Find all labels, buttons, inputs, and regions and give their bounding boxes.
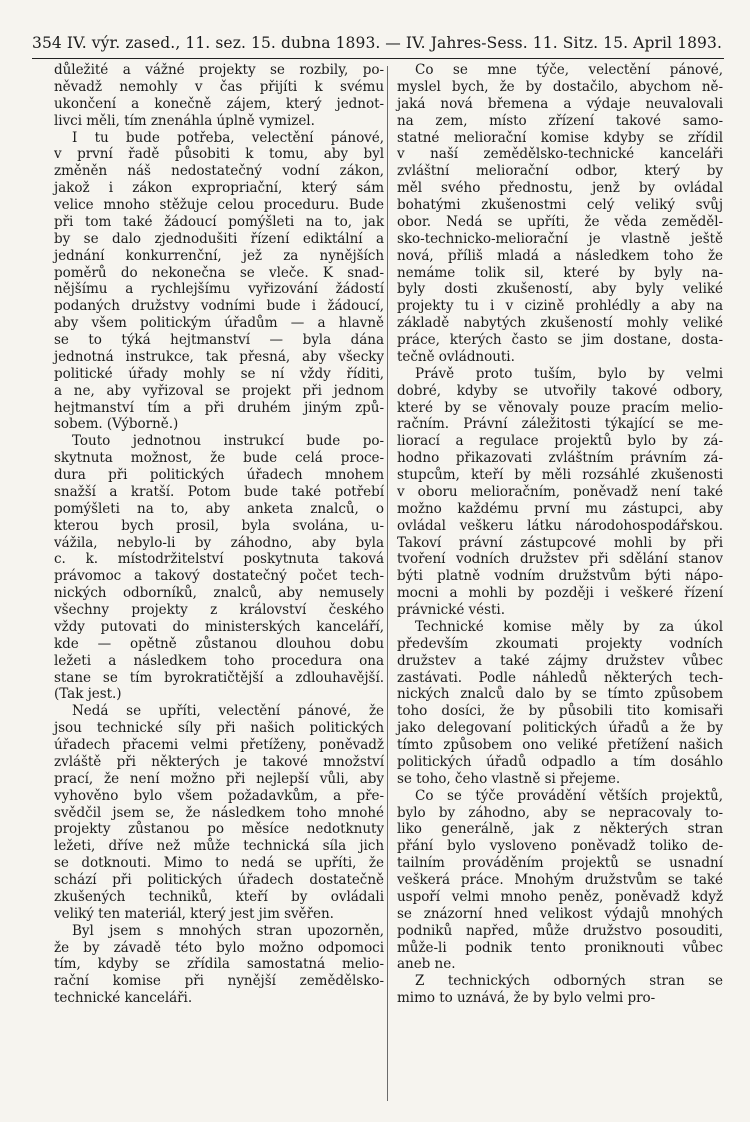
right-column-line: bylo by záhodno, aby se nepracovaly to- <box>397 804 723 821</box>
right-column-line: toho dosíci, že by působili tito komisaři <box>397 703 723 720</box>
right-column-line: uspoří velmi mnoho peněz, poněvadž když <box>397 888 723 905</box>
left-column-line: schází při politických úřadech dostatečně <box>54 872 384 888</box>
right-column-line: přání bylo vysloveno poněvadž toliko de- <box>397 838 723 855</box>
left-column-line: (Tak jest.) <box>54 686 122 703</box>
left-column-line: nických odborníků, znalců, aby nemusely <box>54 585 384 602</box>
right-column-line: mocni a mohli by později i veškeré řízení <box>397 585 723 602</box>
left-column-line: něvadž nemohly v čas přijíti k svému <box>54 78 384 95</box>
left-column-line: zvláště při některých je takové množství <box>54 753 384 770</box>
right-column-line: měl svého přednostu, jenž by ovládal <box>397 180 723 197</box>
right-column-line: v oboru melioračním, poněvadž není také <box>397 483 723 500</box>
right-column-line: statné meliorační komise kdyby se zřídil <box>397 129 723 146</box>
right-column-line: podniků napřed, může družstvo posouditi, <box>397 922 723 939</box>
left-column-line: projekty zůstanou po měsíce nedotknuty <box>54 821 384 838</box>
left-column-line: všechny projekty z království českého <box>54 602 384 618</box>
right-column-line: býti platně vodním družstvům býti nápo- <box>397 568 723 585</box>
left-column-line: stane se tím byrokratičtější a zdlouhavější. <box>54 669 384 686</box>
header-left: 354 IV. výr. zased., 11. sez. 15. dubna 1893. <box>32 34 381 52</box>
left-column-line: vážila, nebylo-li by záhodno, aby byla <box>54 534 384 551</box>
right-column-line: práce, kterých často se jim dostane, dosta- <box>397 332 723 348</box>
left-column-line: svědčil jsem se, že následkem toho mnohé <box>54 804 384 821</box>
left-column-line: aby všem politickým úřadům — a hlavně <box>54 315 384 332</box>
left-column-line: livci měli, tím znenáhla úplně vymizel. <box>54 112 315 129</box>
right-column <box>397 62 723 1007</box>
left-column-line: tím, kdyby se zřídila samostatná melio- <box>54 956 384 973</box>
left-column-line: dura při politických úřadech mnohem <box>54 467 384 483</box>
left-column-line: veliký ten materiál, který jest jim svěřen. <box>54 905 334 922</box>
right-column-line: liko generálně, jak z některých stran <box>397 821 723 838</box>
right-column-line: může-li podnik tento proniknouti vůbec <box>397 939 723 956</box>
left-column-line: úřadech přacemi velmi přetíženy, poněvadž <box>54 737 384 753</box>
right-column-line: mimo to uznává, že by bylo velmi pro- <box>397 990 656 1007</box>
right-column-line: obor. Nedá se upříti, že věda zeměděl- <box>397 213 723 230</box>
left-column-line: vždy putovati do ministerských kanceláří, <box>54 618 384 635</box>
right-column-line: družstev a také zájmy družstev vůbec <box>397 652 723 669</box>
left-column-line: I tu bude potřeba, velectění pánové, <box>72 129 384 146</box>
left-column-line: poměrů do nekonečna se vleče. K snad- <box>54 264 384 281</box>
right-column-line: Co se týče provádění větších projektů, <box>415 787 723 804</box>
left-column-line: jsou technické síly při našich politických <box>54 720 384 737</box>
left-column-line: a ne, aby vyřizoval se projekt při jednom <box>54 382 384 399</box>
right-column-line: dobré, kdyby se utvořily takové odbory, <box>397 382 723 399</box>
right-column-line: na zem, místo zřízení takové samo- <box>397 112 723 129</box>
left-column-line: c. k. místodržitelství poskytnuta taková <box>54 551 384 568</box>
right-column-line: tailním prováděním projektů se usnadní <box>397 855 723 872</box>
right-column-line: právnické vésti. <box>397 602 505 618</box>
right-column-line: veškerá práce. Mnohým družstvům se také <box>397 872 723 888</box>
left-column-line: politické úřady mohly se ní vždy říditi, <box>54 365 384 382</box>
right-column-line: Z technických odborných stran se <box>415 973 723 990</box>
left-column-line: snažší a kratší. Potom bude také potřebí <box>54 483 384 500</box>
left-column-line: v první řadě působiti k tomu, aby byl <box>54 146 384 163</box>
left-column-line: rační komise při nynější zemědělsko- <box>54 973 384 990</box>
left-column-line: při tom také žádoucí pomýšleti na to, jak <box>54 213 384 230</box>
left-column <box>54 62 384 1007</box>
right-column-line: Právě proto tuším, bylo by velmi <box>415 365 723 382</box>
left-column-line: kde — opětně zůstanou dlouhou dobu <box>54 635 384 652</box>
right-column-line: zastávati. Podle náhledů některých tech- <box>397 669 723 686</box>
right-column-line: račním. Právní záležitosti týkající se me- <box>397 416 723 433</box>
left-column-line: skytnuta možnost, že bude celá proce- <box>54 450 384 467</box>
left-column-line: že by závadě této bylo možno odpomoci <box>54 939 384 956</box>
right-column-line: základě nabytých zkušeností mohly veliké <box>397 315 723 332</box>
column-divider <box>387 66 388 1101</box>
right-column-line: nemáme tolik sil, které by byly na- <box>397 264 723 281</box>
left-column-line: pomýšleti na to, aby anketa znalců, o <box>54 500 384 517</box>
right-column-line: ovládal veškeru látku národohospodářskou. <box>397 517 723 534</box>
left-column-line: kterou bych prosil, byla svolána, u- <box>54 517 384 534</box>
left-column-line: sobem. (Výborně.) <box>54 416 179 433</box>
left-column-line: vyhověno bylo všem požadavkům, a pře- <box>54 787 384 804</box>
right-column-line: v naší zemědělsko-technické kanceláři <box>397 146 723 163</box>
right-column-line: hodno přikazovati zvláštním právním zá- <box>397 450 723 467</box>
right-column-line: především zkoumati projekty vodních <box>397 635 723 652</box>
left-column-line: prací, že není možno při nejlepší vůli, aby <box>54 770 384 787</box>
right-column-line: stupcům, kteří by měli rozsáhlé zkušenosti <box>397 467 723 483</box>
left-column-line: jednotná instrukce, tak přesná, aby všecky <box>54 348 384 365</box>
right-column-line: sko-technicko-meliorační je vlastně ještě <box>397 230 723 247</box>
left-column-line: se dotknouti. Mimo to nedá se upříti, že <box>54 855 384 872</box>
right-column-line: aneb ne. <box>397 956 456 973</box>
left-column-line: změněn náš nedostatečný vodní zákon, <box>54 163 384 180</box>
left-column-line: hejtmanství tím a při druhém jiným způ- <box>54 399 384 416</box>
right-column-line: Technické komise měly by za úkol <box>415 618 723 635</box>
left-column-line: Byl jsem s mnohých stran upozorněn, <box>72 922 384 939</box>
right-column-line: politických úřadů odpadlo a tím dosáhlo <box>397 753 723 770</box>
right-column-line: liorací a regulace projektů bylo by zá- <box>397 433 723 450</box>
left-column-line: jakož i zákon expropriační, který sám <box>54 180 384 197</box>
left-column-line: ukončení a konečně zájem, který jednot- <box>54 95 384 112</box>
right-column-line: které by se věnovaly pouze pracím melio- <box>397 399 723 416</box>
header-rule <box>32 58 724 59</box>
header-right: — IV. Jahres-Sess. 11. Sitz. 15. April 1893. <box>385 34 722 52</box>
right-column-line: nických znalců dalo by se tímto způsobem <box>397 686 723 703</box>
right-column-line: tímto způsobem ono veliké přetížení našich <box>397 737 723 753</box>
left-column-line: ležeti a následkem toho procedura ona <box>54 652 384 669</box>
right-column-line: Takoví právní zástupcové mohli by při <box>397 534 723 551</box>
right-column-line: tečně ovládnouti. <box>397 348 515 365</box>
right-column-line: se znázorní hned velikost výdajů mnohých <box>397 905 723 922</box>
left-column-line: ležeti, dříve než může technická síla jich <box>54 838 384 855</box>
left-column-line: jednání konkurrenční, jež za nynějších <box>54 247 384 264</box>
right-column-line: jako delegovaní politických úřadů a že by <box>397 720 723 737</box>
right-column-line: se toho, čeho vlastně si přejeme. <box>397 770 621 787</box>
right-column-line: možno každému první mu zástupci, aby <box>397 500 723 517</box>
left-column-line: nějšímu a rychlejšímu vyřizování žádostí <box>54 281 384 298</box>
right-column-line: myslel bych, že by dostačilo, abychom ně- <box>397 78 723 95</box>
right-column-line: bohatými zkušenostmi celý veliký svůj <box>397 197 723 213</box>
left-column-line: technické kanceláři. <box>54 990 193 1007</box>
left-column-line: Touto jednotnou instrukcí bude po- <box>72 433 384 450</box>
right-column-line: tvoření vodních družstev při sdělání stanov <box>397 551 723 568</box>
left-column-line: se to týká hejtmanství — byla dána <box>54 332 384 348</box>
left-column-line: důležité a vážné projekty se rozbily, po- <box>54 62 384 78</box>
right-column-line: zvláštní meliorační odbor, který by <box>397 163 723 180</box>
left-column-line: Nedá se upříti, velectění pánové, že <box>72 703 384 720</box>
running-header <box>32 26 722 56</box>
left-column-line: by se dalo zjednodušiti řízení ediktální a <box>54 230 384 247</box>
left-column-line: právomoc a takový dostatečný počet tech- <box>54 568 384 585</box>
right-column-line: nová, příliš mladá a následkem toho že <box>397 247 723 264</box>
left-column-line: velice mnoho stěžuje celou proceduru. Bude <box>54 197 384 213</box>
right-column-line: Co se mne týče, velectění pánové, <box>415 62 723 78</box>
right-column-line: projekty tu i v cizině prohlédly a aby na <box>397 298 723 315</box>
left-column-line: podaných družstvy vodními bude i žádoucí, <box>54 298 384 315</box>
right-column-line: byly dosti zkušeností, aby byly veliké <box>397 281 723 298</box>
left-column-line: zkušených techniků, kteří by ovládali <box>54 888 384 905</box>
right-column-line: jaká nová břemena a výdaje neuvalovali <box>397 95 723 112</box>
